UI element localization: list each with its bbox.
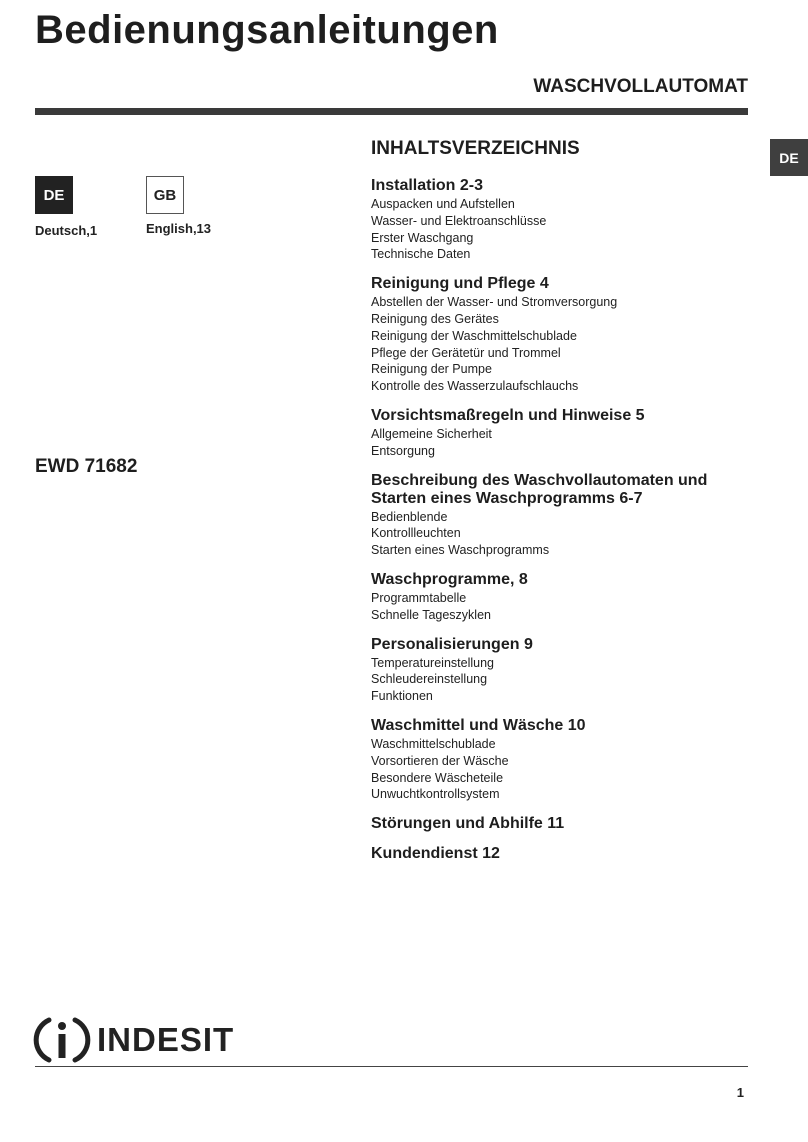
toc-section [371,717,761,803]
toc-item: Wasser- und Elektroanschlüsse [371,213,547,228]
toc-item: Starten eines Waschprogramms [371,543,550,558]
toc-item: Reinigung des Gerätes [371,311,499,326]
toc-section-title: Installation 2-3 [371,177,484,194]
toc-item: Schnelle Tageszyklen [371,607,491,622]
toc-item: Bedienblende [371,509,448,524]
brand-logo [33,1014,234,1066]
document-title: Bedienungsanleitungen [35,8,499,52]
toc-section [371,177,761,263]
brand-name: INDESIT [97,1021,235,1058]
document-subtitle: WASCHVOLLAUTOMAT [533,76,748,97]
language-box-gb: GB [146,176,184,214]
toc-item: Unwuchtkontrollsystem [371,787,500,802]
toc-item: Technische Daten [371,247,471,262]
toc-item: Kontrollleuchten [371,526,461,541]
page-number: 1 [736,1085,744,1100]
toc-item: Reinigung der Waschmittelschublade [371,328,577,343]
toc-section [371,571,761,624]
toc-item: Reinigung der Pumpe [371,362,492,377]
toc-section-title: Kundendienst 12 [371,845,500,863]
toc-section-title: Waschprogramme, 8 [371,570,528,588]
toc-section-title: Waschmittel und Wäsche 10 [371,716,586,734]
toc-item: Temperatureinstellung [371,655,494,670]
toc-item: Entsorgung [371,443,435,458]
toc-item: Kontrolle des Wasserzulaufschlauchs [371,379,579,394]
toc-item: Auspacken und Aufstellen [371,197,515,211]
table-of-contents [371,137,761,875]
toc-section [371,472,761,559]
toc-item: Funktionen [371,689,433,704]
language-box-de: DE [35,176,73,214]
toc-item: Erster Waschgang [371,230,474,245]
toc-item: Allgemeine Sicherheit [371,426,492,441]
toc-item: Programmtabelle [371,590,467,605]
toc-item: Schleudereinstellung [371,672,488,687]
header-rule [35,108,748,115]
toc-heading: INHALTSVERZEICHNIS [371,138,580,159]
toc-section-title: Störungen und Abhilfe 11 [371,815,565,833]
language-label-gb: English,13 [146,221,212,236]
language-label-de: Deutsch,1 [35,223,98,238]
toc-section [371,407,761,460]
toc-section-title: Reinigung und Pflege 4 [371,275,549,293]
toc-section-title: Personalisierungen 9 [371,635,533,653]
footer-rule [35,1066,748,1067]
language-side-tab: DE [770,139,808,176]
toc-section [371,636,761,705]
model-name: EWD 71682 [35,456,138,477]
toc-sections [371,177,761,863]
toc-item: Pflege der Gerätetür und Trommel [371,345,561,360]
toc-item: Abstellen der Wasser- und Stromversorgung [371,295,618,310]
indesit-logo-icon [33,1014,91,1066]
toc-section-title: Beschreibung des Waschvollautomaten und Starten eines Waschprogramms 6-7 [371,471,708,507]
toc-item: Besondere Wäscheteile [371,770,504,785]
toc-item: Waschmittelschublade [371,736,496,751]
toc-section [371,815,761,833]
toc-section-title: Vorsichtsmaßregeln und Hinweise 5 [371,406,645,424]
toc-section [371,845,761,863]
toc-section [371,275,761,395]
toc-item: Vorsortieren der Wäsche [371,753,509,768]
